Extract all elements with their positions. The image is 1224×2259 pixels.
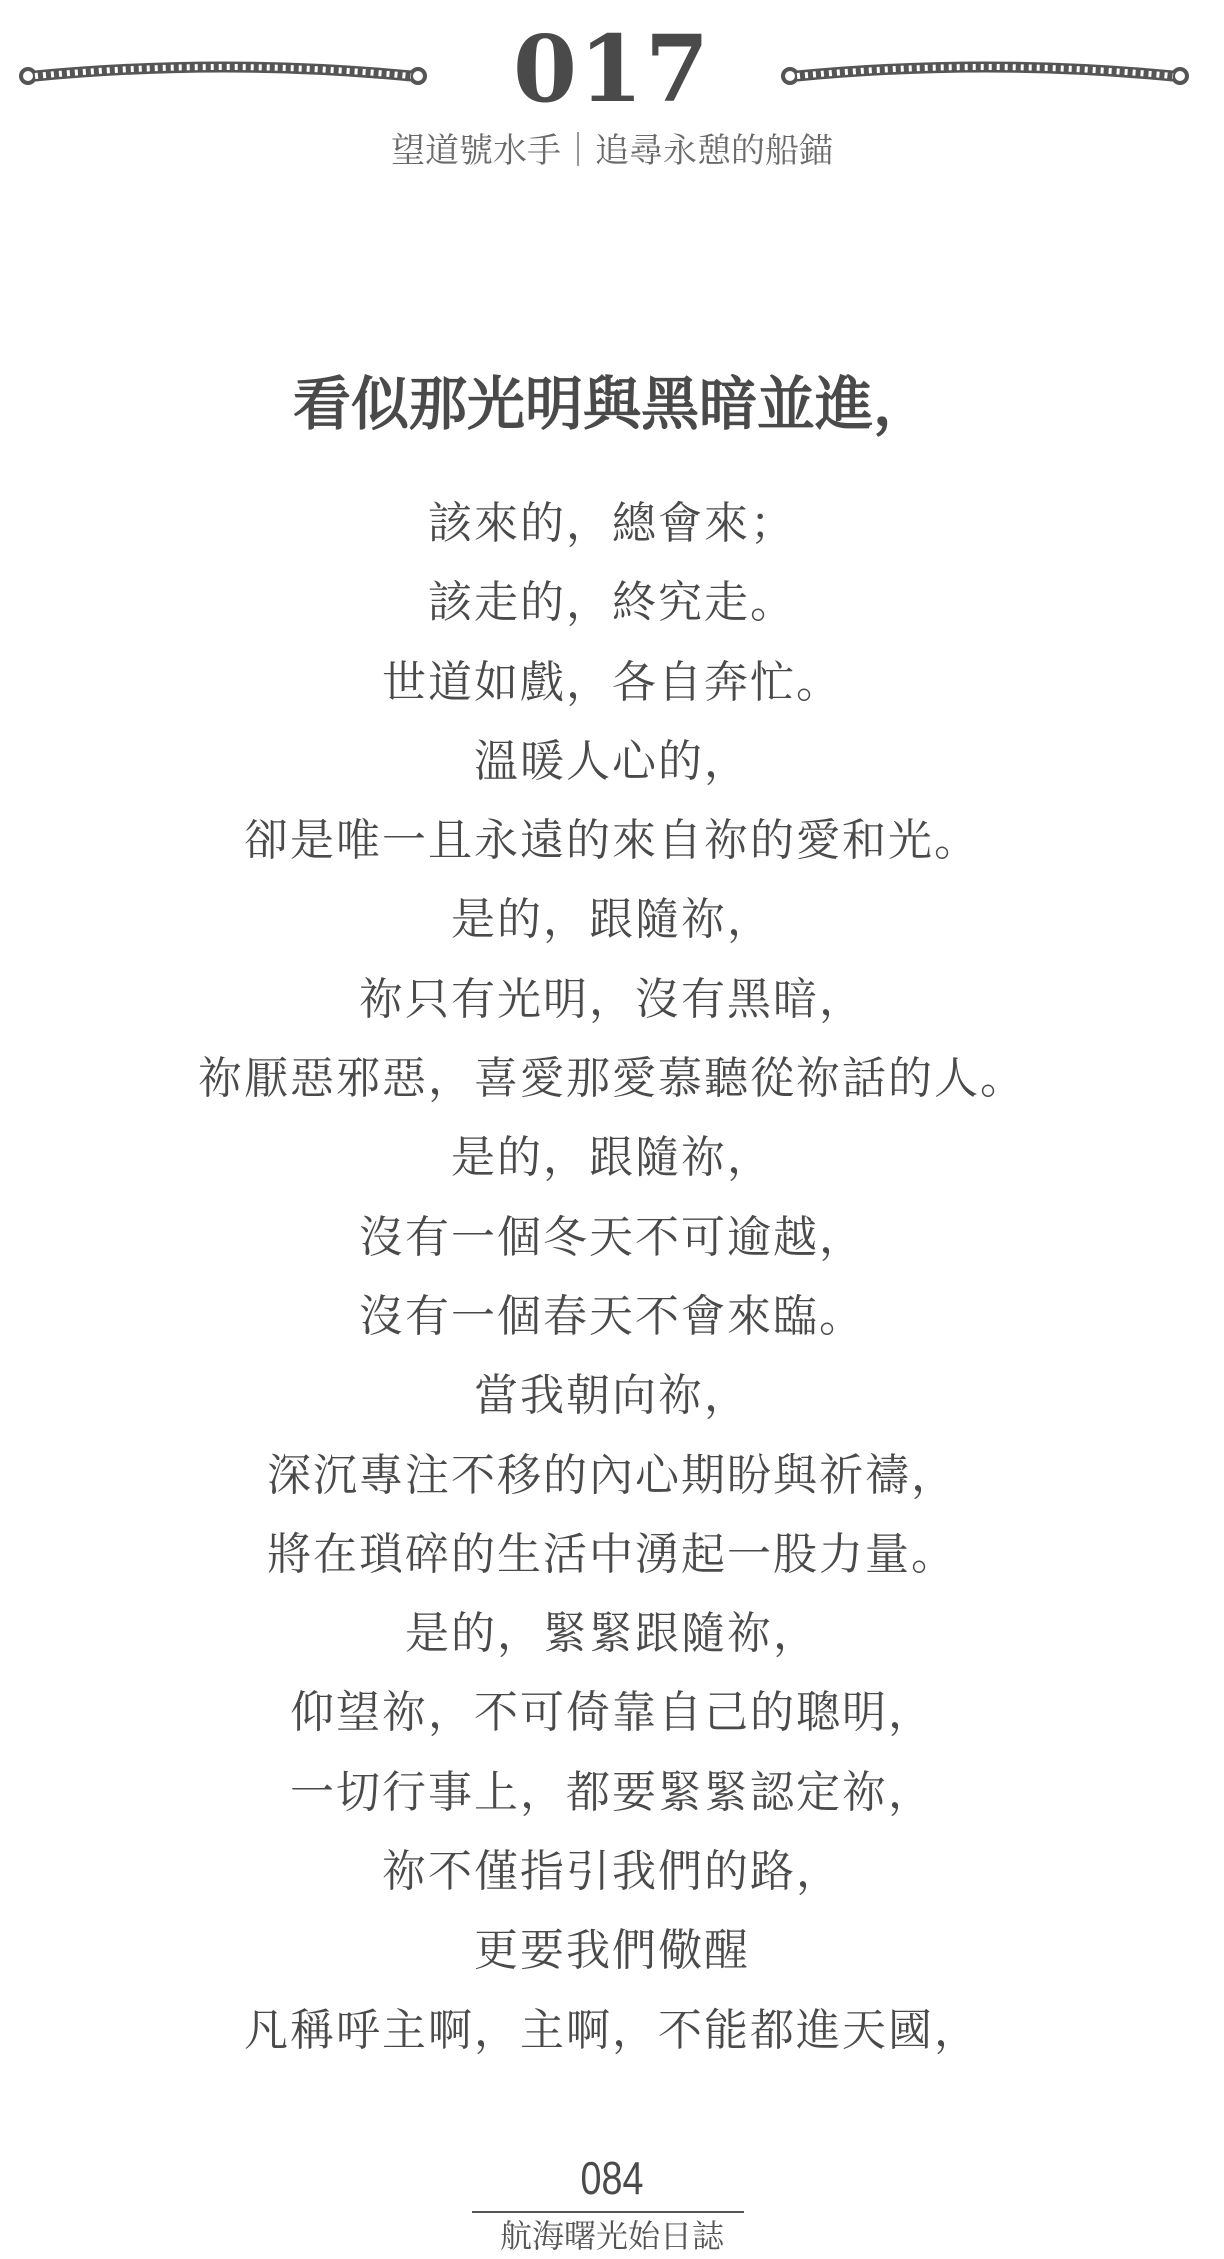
- page-number: 084: [580, 2152, 644, 2204]
- poem-line: 將在瑣碎的生活中湧起一股力量。: [267, 1528, 957, 1580]
- footer-divider: [472, 2211, 744, 2213]
- poem-line: 沒有一個春天不會來臨。: [359, 1290, 865, 1342]
- poem-line: 是的，緊緊跟隨祢，: [405, 1608, 819, 1660]
- poem-line: 是的，跟隨祢，: [451, 1132, 773, 1184]
- poem-body: [0, 484, 1224, 2070]
- poem-line: 該來的，總會來；: [428, 498, 796, 549]
- poem-line: 世道如戲，各自奔忙。: [382, 656, 842, 708]
- poem-line: 溫暖人心的，: [474, 735, 750, 787]
- chapter-header: [0, 0, 1224, 200]
- poem-line: 卻是唯一且永遠的來自祢的愛和光。: [244, 815, 980, 867]
- poem-title: 看似那光明與黑暗並進，: [292, 370, 931, 438]
- chapter-subtitle: 望道號水手｜追尋永憩的船錨: [391, 131, 833, 171]
- poem-line: 是的，跟隨祢，: [451, 894, 773, 946]
- poem-line: 深沉專注不移的內心期盼與祈禱，: [267, 1449, 957, 1501]
- poem-line: 凡稱呼主啊，主啊，不能都進天國，: [244, 2004, 980, 2056]
- poem-line: 一切行事上，都要緊緊認定祢，: [290, 1766, 934, 1818]
- poem-line: 沒有一個冬天不可逾越，: [359, 1211, 865, 1263]
- poem-line: 祢厭惡邪惡，喜愛那愛慕聽從祢話的人。: [198, 1053, 1026, 1105]
- poem-line: 祢只有光明，沒有黑暗，: [359, 973, 865, 1025]
- poem-line: 仰望祢，不可倚靠自己的聰明，: [290, 1687, 934, 1739]
- book-title: 航海曙光始日誌: [499, 2217, 724, 2255]
- poem-line: 當我朝向祢，: [474, 1370, 750, 1422]
- chapter-number: 017: [512, 15, 712, 123]
- rope-icon: [780, 54, 1190, 98]
- poem-line: 更要我們儆醒: [474, 1925, 750, 1977]
- poem-line: 祢不僅指引我們的路，: [382, 1846, 842, 1898]
- poem-line: 該走的，終究走。: [428, 577, 796, 629]
